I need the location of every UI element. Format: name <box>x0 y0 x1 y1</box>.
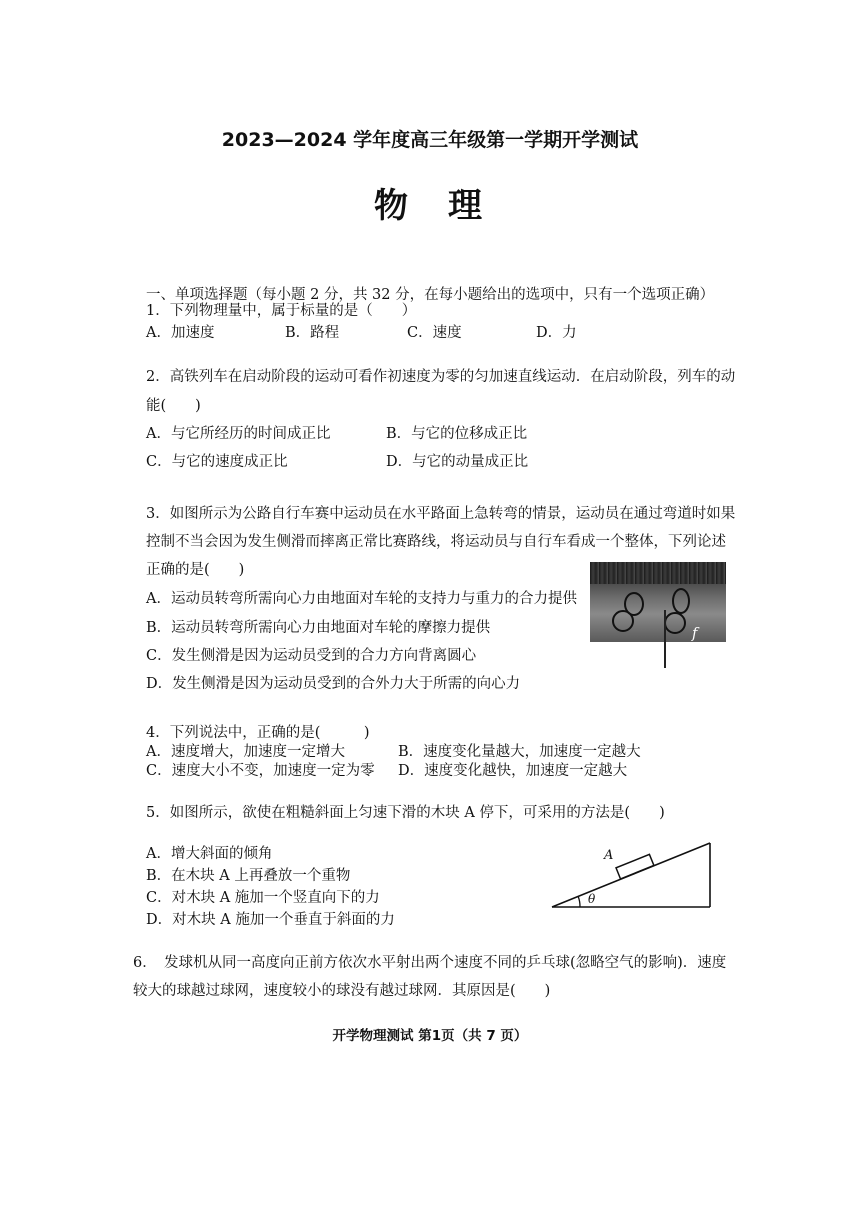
q5-option-c: C．对木块 A 施加一个竖直向下的力 <box>146 890 380 906</box>
q3-stem-line1: 3．如图所示为公路自行车赛中运动员在水平路面上急转弯的情景，运动员在通过弯道时如果 <box>146 506 736 522</box>
q3-option-b: B．运动员转弯所需向心力由地面对车轮的摩擦力提供 <box>146 620 491 636</box>
q2-option-b: B．与它的位移成正比 <box>386 426 528 442</box>
q3-option-a: A．运动员转弯所需向心力由地面对车轮的支持力与重力的合力提供 <box>146 591 577 607</box>
incline-diagram <box>550 840 720 912</box>
q4-option-c: C．速度大小不变，加速度一定为零 <box>146 763 375 779</box>
wheel-1 <box>612 610 634 632</box>
q3-option-d: D．发生侧滑是因为运动员受到的合外力大于所需的向心力 <box>146 676 521 692</box>
angle-arc <box>578 896 580 907</box>
q2-stem-line1: 2．高铁列车在启动阶段的运动可看作初速度为零的匀加速直线运动．在启动阶段，列车的动 <box>146 369 736 385</box>
q2-option-c: C．与它的速度成正比 <box>146 454 288 470</box>
wheel-2 <box>664 612 686 634</box>
q4-option-a: A．速度增大，加速度一定增大 <box>146 744 345 760</box>
q2-option-a: A．与它所经历的时间成正比 <box>146 426 331 442</box>
q5-option-a: A．增大斜面的倾角 <box>146 846 273 862</box>
photo-force-line <box>664 610 666 668</box>
exam-title: 2023—2024 学年度高三年级第一学期开学测试 <box>221 129 639 151</box>
q1-stem: 1．下列物理量中，属于标量的是（ ） <box>146 303 417 319</box>
subject-char-1: 物 <box>374 186 412 226</box>
q5-option-d: D．对木块 A 施加一个垂直于斜面的力 <box>146 912 395 928</box>
cyclist-photo <box>590 562 726 642</box>
q4-option-d: D．速度变化越快，加速度一定越大 <box>398 763 628 779</box>
q2-stem-line2: 能( ) <box>146 398 201 414</box>
q1-option-b: B．路程 <box>285 325 340 341</box>
q3-stem-line2: 控制不当会因为发生侧滑而摔离正常比赛路线，将运动员与自行车看成一个整体，下列论述 <box>146 534 726 550</box>
q1-option-d: D．力 <box>536 325 577 341</box>
rider-2 <box>672 588 690 614</box>
q2-option-d: D．与它的动量成正比 <box>386 454 529 470</box>
q5-option-b: B．在木块 A 上再叠放一个重物 <box>146 868 351 884</box>
block-a-label: A <box>604 848 614 863</box>
photo-crowd <box>590 562 726 584</box>
q1-option-c: C．速度 <box>407 325 462 341</box>
q3-option-c: C．发生侧滑是因为运动员受到的合力方向背离圆心 <box>146 648 477 664</box>
q6-stem-line2: 较大的球越过球网，速度较小的球没有越过球网．其原因是( ) <box>133 983 551 999</box>
q4-stem: 4．下列说法中，正确的是( ) <box>146 725 370 741</box>
q3-stem-line3: 正确的是( ) <box>146 562 245 578</box>
page-footer: 开学物理测试 第1页（共 7 页） <box>332 1028 528 1044</box>
subject-char-2: 理 <box>448 186 486 226</box>
block-a <box>616 854 654 879</box>
subject-title <box>0 178 860 227</box>
section-heading: 一、单项选择题（每小题 2 分，共 32 分，在每小题给出的选项中，只有一个选项正确） <box>146 287 715 303</box>
q6-stem-line1: 6． 发球机从同一高度向正前方依次水平射出两个速度不同的乒乓球(忽略空气的影响)．速度 <box>133 955 727 971</box>
q5-stem: 5．如图所示，欲使在粗糙斜面上匀速下滑的木块 A 停下，可采用的方法是( ) <box>146 805 665 821</box>
photo-force-label: f <box>692 626 698 642</box>
q4-option-b: B．速度变化量越大，加速度一定越大 <box>398 744 641 760</box>
q1-option-a: A．加速度 <box>146 325 215 341</box>
angle-label: θ <box>588 892 596 906</box>
